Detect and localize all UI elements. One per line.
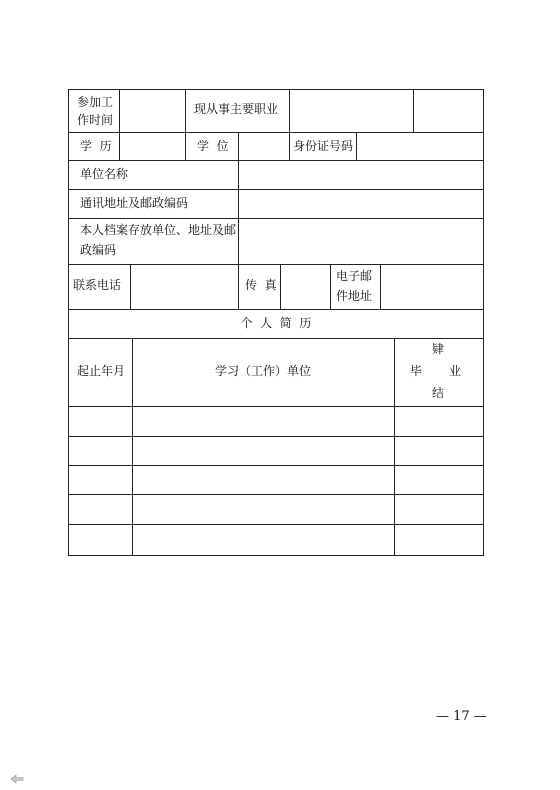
cell-divider <box>238 264 239 309</box>
cell-divider <box>238 132 239 160</box>
row-divider <box>68 436 484 437</box>
column-header-unit: 学习（工作）单位 <box>214 364 311 378</box>
row-divider <box>68 189 484 190</box>
cell-divider <box>380 264 381 309</box>
column-header-graduation-a: 肄 <box>432 342 445 356</box>
back-arrow-icon[interactable] <box>10 769 24 779</box>
label-email: 电子邮件地址 <box>336 269 373 303</box>
cell-divider <box>280 264 281 309</box>
column-header-graduation-c: 业 <box>449 364 462 378</box>
cell-divider <box>356 132 357 160</box>
column-header-graduation-b: 毕 <box>410 364 423 378</box>
cell-divider <box>238 160 239 264</box>
row-divider <box>68 494 484 495</box>
cell-divider <box>130 264 131 309</box>
label-current-job: 现从事主要职业 <box>194 102 279 116</box>
column-header-period: 起止年月 <box>77 364 126 378</box>
cell-divider <box>289 89 290 132</box>
cell-divider <box>185 132 186 160</box>
label-join-work-time: 参加工作时间 <box>77 95 114 127</box>
label-education: 学 历 <box>80 139 112 153</box>
table-top-border <box>68 89 484 90</box>
row-divider <box>68 309 484 310</box>
cell-divider <box>413 89 414 132</box>
cell-divider <box>119 89 120 132</box>
label-degree: 学 位 <box>197 139 229 153</box>
label-id-number: 身份证号码 <box>293 139 354 153</box>
cell-divider <box>394 338 395 555</box>
column-header-graduation-d: 结 <box>432 386 445 400</box>
label-archive-unit: 本人档案存放单位、地址及邮政编码 <box>80 223 237 257</box>
row-divider <box>68 218 484 219</box>
cell-divider <box>119 132 120 160</box>
label-unit-name: 单位名称 <box>80 167 129 181</box>
cell-divider <box>289 132 290 160</box>
cell-divider <box>330 264 331 309</box>
row-divider <box>68 406 484 407</box>
row-divider <box>68 338 484 339</box>
section-title-resume: 个 人 简 历 <box>240 316 312 330</box>
table-bottom-border <box>68 555 484 556</box>
cell-divider <box>185 89 186 132</box>
label-mailing-address: 通讯地址及邮政编码 <box>80 196 189 210</box>
label-fax: 传 真 <box>245 278 277 292</box>
row-divider <box>68 160 484 161</box>
row-divider <box>68 132 484 133</box>
row-divider <box>68 465 484 466</box>
row-divider <box>68 524 484 525</box>
page-number: — 17 — <box>436 709 487 724</box>
label-phone: 联系电话 <box>73 278 122 292</box>
